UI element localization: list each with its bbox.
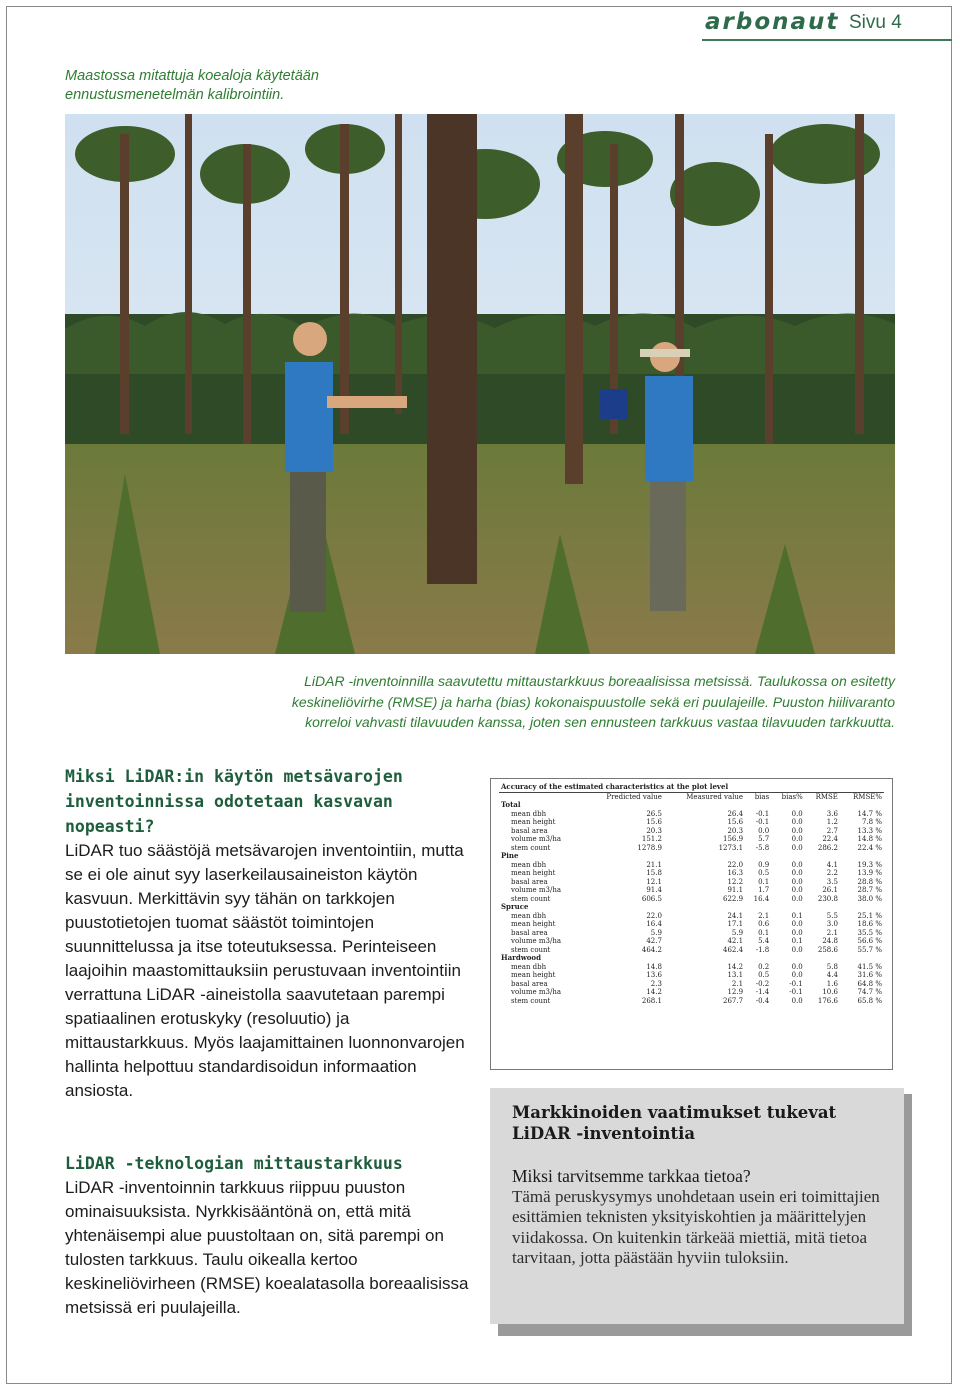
row-label: mean height <box>511 971 556 979</box>
table-cell: 5.9 <box>650 928 662 937</box>
table-cell: 64.8 % <box>857 979 882 988</box>
table-cell: 42.7 <box>646 937 662 945</box>
table-cell: 16.4 <box>753 894 770 903</box>
table-cell: 22.4 <box>822 835 838 843</box>
table-cell: 258.6 <box>817 945 838 954</box>
table-cell: 2.1 <box>826 928 838 937</box>
row-label: mean height <box>511 920 556 928</box>
table-cell: 13.1 <box>727 971 744 979</box>
table-cell: 5.5 <box>826 911 838 920</box>
table-cell: 0.0 <box>791 869 803 877</box>
table-cell: 26.1 <box>822 886 838 894</box>
table-cell: -0.4 <box>755 996 770 1005</box>
row-label: mean dbh <box>511 911 547 920</box>
row-label: stem count <box>511 843 551 852</box>
table-cell: 18.6 % <box>857 920 882 928</box>
table-header-row <box>499 792 884 801</box>
row-label: basal area <box>511 826 548 835</box>
table-cell: -0.2 <box>755 979 770 988</box>
row-label: stem count <box>511 945 551 954</box>
table-cell: 2.3 <box>650 979 662 988</box>
group-label: Hardwood <box>501 953 541 962</box>
table-cell: -0.1 <box>789 988 803 996</box>
sidebar-title: Markkinoiden vaatimukset tukevat LiDAR -inventointia <box>512 1103 837 1143</box>
table-cell: 268.1 <box>641 996 662 1005</box>
table-cell: 0.0 <box>791 826 803 835</box>
table-cell: 14.8 % <box>857 835 882 843</box>
table-cell: 91.1 <box>727 886 744 894</box>
table-row <box>499 963 884 972</box>
sidebar-subheading: Miksi tarvitsemme tarkkaa tietoa? <box>512 1166 751 1186</box>
table-cell: 0.1 <box>791 937 803 945</box>
row-label: mean dbh <box>511 962 547 971</box>
table-cell: 5.9 <box>731 928 744 937</box>
table-cell: 16.3 <box>727 869 744 877</box>
table-cell: 0.1 <box>758 877 770 886</box>
table-cell: 0.0 <box>791 962 803 971</box>
table-cell: 462.4 <box>723 945 744 954</box>
table-row <box>499 861 884 870</box>
table-cell: 151.2 <box>641 835 662 843</box>
table-cell: 606.5 <box>641 894 662 903</box>
table-cell: 0.5 <box>758 869 770 877</box>
brand-logo: arbonaut <box>705 9 840 35</box>
forest-photo <box>65 114 895 654</box>
table-cell: 1.6 <box>826 979 838 988</box>
table-row <box>499 937 884 946</box>
section-why-lidar <box>65 764 475 1103</box>
table-cell: 464.2 <box>641 945 662 954</box>
table-title: Accuracy of the estimated characteristics at the plot level <box>499 783 884 792</box>
table-cell: -0.1 <box>789 979 803 988</box>
table-cell: 19.3 % <box>857 860 882 869</box>
table-cell: -1.4 <box>755 988 770 996</box>
table-cell: 0.0 <box>758 826 770 835</box>
column-header: Measured value <box>686 792 744 801</box>
group-label: Total <box>501 800 521 809</box>
table-cell: 24.1 <box>727 911 744 920</box>
table-cell: 15.8 <box>646 869 662 877</box>
table-cell: 176.6 <box>817 996 838 1005</box>
table-cell: 0.5 <box>758 971 770 979</box>
column-header: bias% <box>781 792 803 801</box>
table-cell: 13.3 % <box>857 826 882 835</box>
table-row <box>499 971 884 980</box>
table-row <box>499 844 884 853</box>
row-label: mean dbh <box>511 809 547 818</box>
table-cell: 0.0 <box>791 877 803 886</box>
table-cell: 0.0 <box>791 835 803 843</box>
table-cell: 0.0 <box>791 920 803 928</box>
table-row <box>499 997 884 1006</box>
table-cell: 3.6 <box>826 809 838 818</box>
table-cell: 267.7 <box>723 996 744 1005</box>
table-cell: 0.0 <box>791 894 803 903</box>
table-cell: 31.6 % <box>857 971 882 979</box>
table-title-row <box>499 783 884 792</box>
table-cell: 156.9 <box>723 835 744 843</box>
table-cell: 20.3 <box>727 826 744 835</box>
table-cell: 28.7 % <box>857 886 882 894</box>
table-cell: 622.9 <box>723 894 744 903</box>
table-group-row <box>499 903 884 912</box>
table-cell: 0.1 <box>758 928 770 937</box>
table-cell: 26.4 <box>727 809 744 818</box>
table-cell: 2.1 <box>731 979 744 988</box>
column-header: bias <box>754 792 770 801</box>
table-row <box>499 929 884 938</box>
row-label: basal area <box>511 928 548 937</box>
accuracy-table <box>490 778 893 1070</box>
table-cell: 13.6 <box>646 971 662 979</box>
column-header: Predicted value <box>606 792 662 801</box>
table-cell: 7.8 % <box>861 818 882 826</box>
table-cell: 0.2 <box>758 962 770 971</box>
section-heading: LiDAR -teknologian mittaustarkkuus <box>65 1154 403 1173</box>
table-cell: 5.8 <box>826 962 838 971</box>
row-label: basal area <box>511 979 548 988</box>
table-cell: 38.0 % <box>857 894 882 903</box>
table-cell: 55.7 % <box>857 945 882 954</box>
table-cell: 24.8 <box>822 937 838 945</box>
table-cell: 0.0 <box>791 886 803 894</box>
table-cell: 56.6 % <box>857 937 882 945</box>
row-label: mean dbh <box>511 860 547 869</box>
row-label: volume m3/ha <box>511 937 562 945</box>
sidebar-body: Tämä peruskysymys unohdetaan usein eri toimittajien esittämien teknisten yksityiskohtien ja määrittelyjen viidakossa. On kuitenkin tärkeää miettiä, mitä tietoa tarvitaan, jotta päästään hyviin tuloksiin. <box>512 1186 880 1267</box>
table-cell: 1278.9 <box>637 843 662 852</box>
table-cell: 286.2 <box>817 843 838 852</box>
table-cell: 4.4 <box>826 971 838 979</box>
column-header: RMSE% <box>853 792 882 801</box>
table-row <box>499 912 884 921</box>
table-row <box>499 818 884 827</box>
table-cell: 3.0 <box>826 920 838 928</box>
table-cell: 0.0 <box>791 945 803 954</box>
photo-caption: Maastossa mitattuja koealoja käytetään ennustusmenetelmän kalibrointiin. <box>65 68 319 103</box>
section-body: LiDAR tuo säästöjä metsävarojen inventointiin, mutta se ei ole ainut syy laserkeilausaineiston käytön kasvuun. Merkittävin syy tähän on tarkkojen puustotietojen tuomat säästöt toimintojen suunnittelussa ja itse toteutuksessa. Perinteiseen laajoihin maastomittauksiin perustuvaan inventointiin verrattuna LiDAR -aineistolla saavutetaan parempi spatiaalinen erotuskyky (resoluutio) ja mittaustarkkuus. Myös laajamittainen luonnonvarojen hallinta helpottuu standardisoidun informaation ansiosta. <box>65 841 465 1100</box>
table-cell: 0.0 <box>791 809 803 818</box>
table-cell: -1.8 <box>755 945 770 954</box>
table-row <box>499 988 884 997</box>
table-cell: 21.1 <box>646 860 662 869</box>
table-cell: 1.7 <box>758 886 770 894</box>
table-cell: 5.7 <box>758 835 770 843</box>
table-cell: 42.1 <box>727 937 744 945</box>
table-row <box>499 895 884 904</box>
table-cell: 12.2 <box>727 877 744 886</box>
table-cell: 91.4 <box>646 886 662 894</box>
group-label: Spruce <box>501 902 529 911</box>
table-cell: 1.2 <box>826 818 838 826</box>
table-cell: 25.1 % <box>857 911 882 920</box>
table-caption: LiDAR -inventoinnilla saavutettu mittaustarkkuus boreaalisissa metsissä. Taulukossa on esitetty keskineliövirhe (RMSE) ja harha (bias) kokonaispuustolle sekä eri puulajeille. Puuston hiilivaranto korreloi vahvasti tilavuuden kanssa, joten sen ennusteen tarkkuus vastaa tilavuuden tarkkuutta. <box>291 673 895 730</box>
row-label: mean height <box>511 869 556 877</box>
table-cell: 17.1 <box>727 920 744 928</box>
table-cell: 22.0 <box>727 860 744 869</box>
table-group-row <box>499 801 884 810</box>
table-cell: 230.8 <box>817 894 838 903</box>
table-cell: -0.1 <box>755 818 770 826</box>
column-header: RMSE <box>815 792 838 801</box>
table-cell: 0.0 <box>791 928 803 937</box>
table-cell: 13.9 % <box>857 869 882 877</box>
table-row <box>499 920 884 929</box>
table-row <box>499 946 884 955</box>
table-row <box>499 980 884 989</box>
table-row <box>499 827 884 836</box>
table-cell: 20.3 <box>646 826 662 835</box>
group-label: Pine <box>501 851 519 860</box>
table-cell: 2.2 <box>826 869 838 877</box>
table-cell: 65.8 % <box>857 996 882 1005</box>
table-cell: 26.5 <box>646 809 662 818</box>
table-cell: 16.4 <box>646 920 662 928</box>
table-cell: 14.8 <box>646 962 662 971</box>
table-cell: 41.5 % <box>857 962 882 971</box>
table-cell: 22.0 <box>646 911 662 920</box>
table-cell: 0.6 <box>758 920 770 928</box>
row-label: mean height <box>511 818 556 826</box>
table-cell: 15.6 <box>727 818 744 826</box>
section-body: LiDAR -inventoinnin tarkkuus riippuu puuston ominaisuuksista. Nyrkkisääntönä on, että mitä yhtenäisempi alue puustoltaan on, sitä parempi on tulosten tarkkuus. Taulu oikealla kertoo keskineliövirheen (RMSE) koealatasolla boreaalisissa metsissä eri puulajeilla. <box>65 1178 469 1317</box>
row-label: stem count <box>511 894 551 903</box>
table-cell: 15.6 <box>646 818 662 826</box>
table-cell: 28.8 % <box>857 877 882 886</box>
table-cell: 14.2 <box>727 962 744 971</box>
section-accuracy <box>65 1151 475 1320</box>
row-label: stem count <box>511 996 551 1005</box>
table-cell: 14.7 % <box>857 809 882 818</box>
table-cell: -5.8 <box>755 843 770 852</box>
row-label: volume m3/ha <box>511 835 562 843</box>
table-cell: 0.9 <box>758 860 770 869</box>
table-cell: 14.2 <box>646 988 662 996</box>
table-cell: 3.5 <box>826 877 838 886</box>
table-cell: 2.7 <box>826 826 838 835</box>
table-cell: -0.1 <box>755 809 770 818</box>
table-cell: 0.0 <box>791 996 803 1005</box>
table-row <box>499 835 884 844</box>
table-cell: 2.1 <box>758 911 770 920</box>
table-cell: 74.7 % <box>857 988 882 996</box>
sidebar-box <box>490 1088 904 1324</box>
row-label: volume m3/ha <box>511 886 562 894</box>
row-label: volume m3/ha <box>511 988 562 996</box>
table-cell: 1273.1 <box>718 843 744 852</box>
table-group-row <box>499 852 884 861</box>
table-cell: 4.1 <box>826 860 838 869</box>
table-row <box>499 869 884 878</box>
table-cell: 0.0 <box>791 818 803 826</box>
header-rule <box>702 39 952 41</box>
table-cell: 12.1 <box>646 877 662 886</box>
table-row <box>499 810 884 819</box>
row-label: basal area <box>511 877 548 886</box>
table-cell: 12.9 <box>727 988 744 996</box>
table-cell: 22.4 % <box>857 843 882 852</box>
table-cell: 35.5 % <box>857 928 882 937</box>
table-row <box>499 878 884 887</box>
table-cell: 5.4 <box>758 937 770 945</box>
table-cell: 0.0 <box>791 971 803 979</box>
page-number: Sivu 4 <box>849 12 902 33</box>
table-cell: 10.6 <box>822 988 838 996</box>
table-cell: 0.0 <box>791 860 803 869</box>
table-row <box>499 886 884 895</box>
table-cell: 0.1 <box>791 911 803 920</box>
section-heading: Miksi LiDAR:in käytön metsävarojen inventoinnissa odotetaan kasvavan nopeasti? <box>65 767 403 836</box>
table-group-row <box>499 954 884 963</box>
table-cell: 0.0 <box>791 843 803 852</box>
